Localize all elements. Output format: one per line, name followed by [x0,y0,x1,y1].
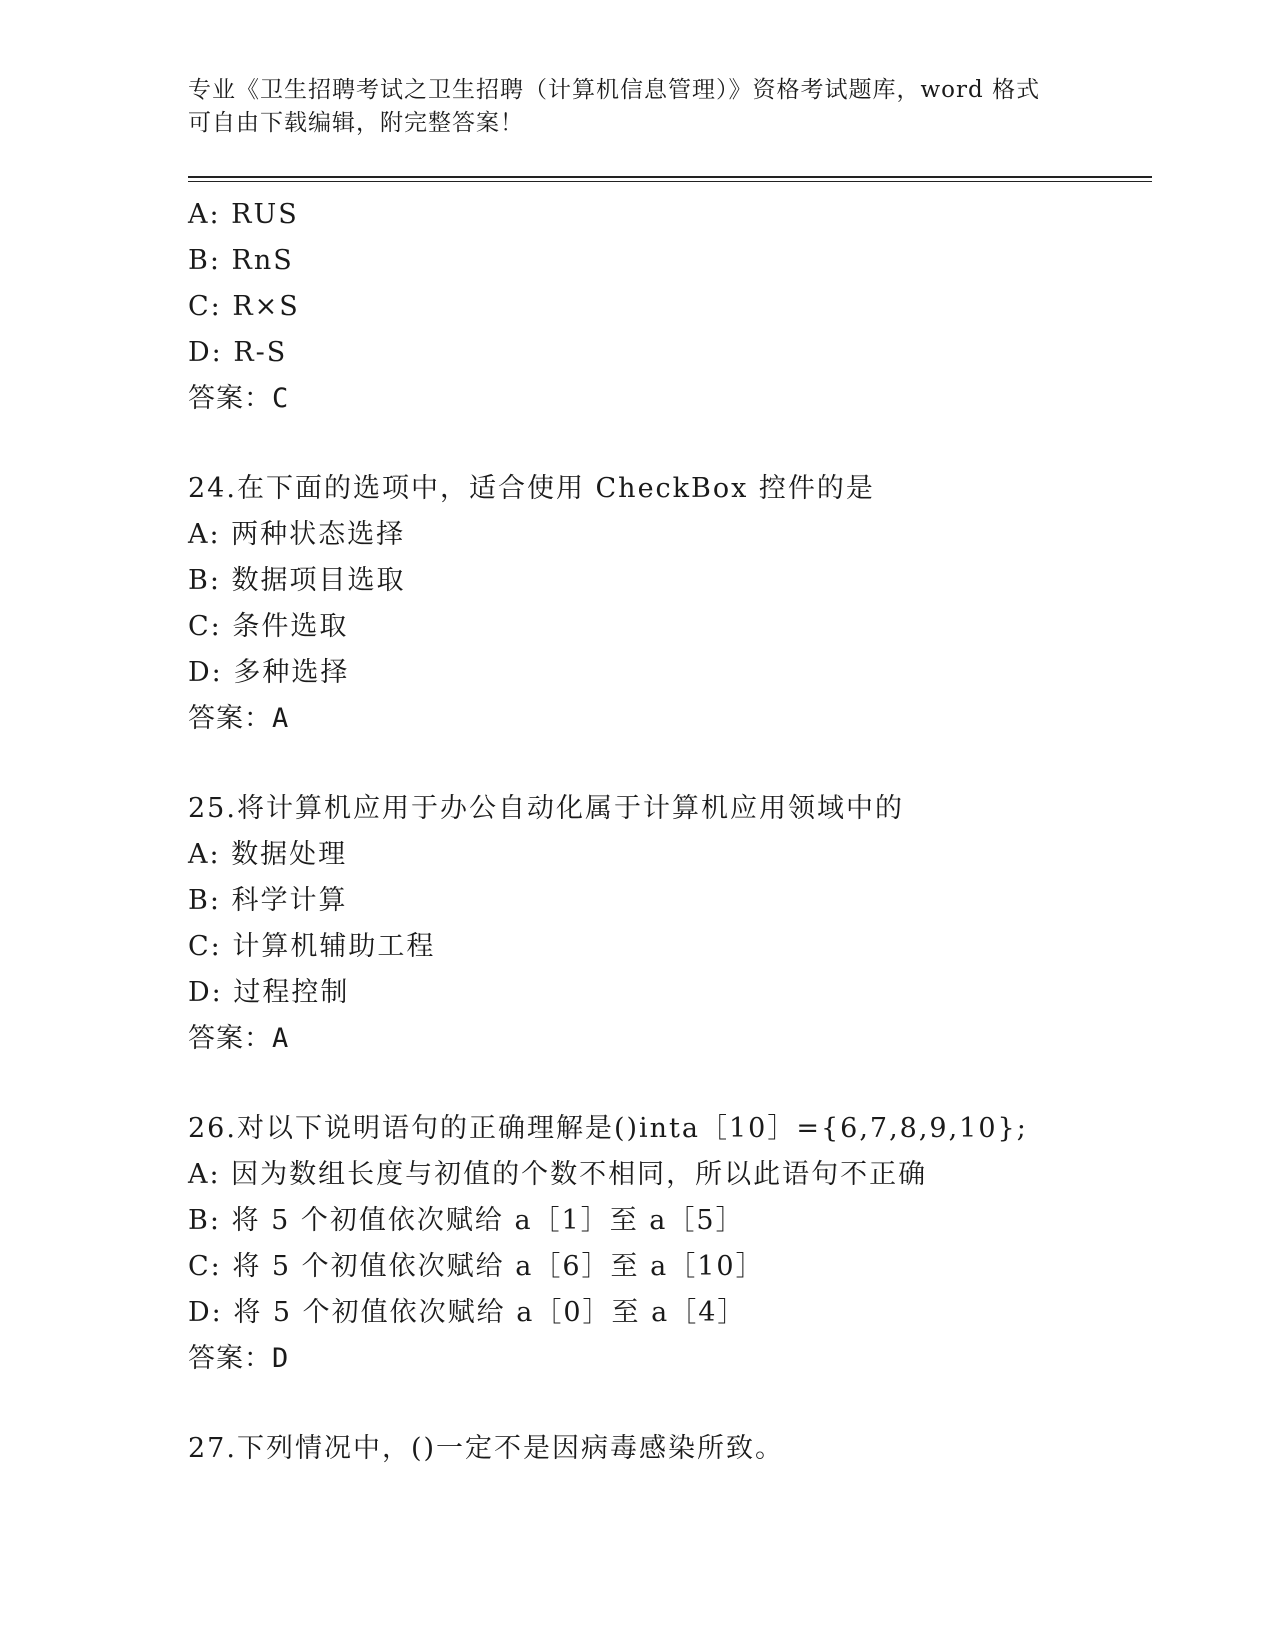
option-a: A: 因为数组长度与初值的个数不相同，所以此语句不正确 [188,1159,928,1190]
question-23-tail [188,192,1152,422]
question-stem: 27.下列情况中，()一定不是因病毒感染所致。 [188,1433,785,1464]
question-25 [188,786,1152,1062]
question-26 [188,1106,1152,1382]
option-a: A: 两种状态选择 [188,519,406,550]
answer: 答案：A [188,703,290,734]
option-a: A: 数据处理 [188,839,348,870]
question-stem: 26.对以下说明语句的正确理解是()inta［10］={6,7,8,9,10}; [188,1113,1028,1144]
option-b: B: 数据项目选取 [188,565,406,596]
option-d: D: 多种选择 [188,657,350,688]
question-27 [188,1426,1152,1472]
option-b: B: 科学计算 [188,885,348,916]
document-header [188,74,1068,140]
option-a: A: RUS [188,199,299,230]
header-divider-thin [188,181,1152,182]
question-list [188,192,1152,1472]
question-24 [188,466,1152,742]
option-b: B: 将 5 个初值依次赋给 a［1］至 a［5］ [188,1205,745,1236]
option-d: D: 将 5 个初值依次赋给 a［0］至 a［4］ [188,1297,747,1328]
option-c: C: 条件选取 [188,611,349,642]
answer: 答案：A [188,1023,290,1054]
header-line-1: 专业《卫生招聘考试之卫生招聘（计算机信息管理）》资格考试题库，word 格式 [188,77,1041,103]
header-divider [188,176,1152,178]
option-c: C: 计算机辅助工程 [188,931,436,962]
header-line-2: 可自由下载编辑，附完整答案！ [188,110,524,136]
option-c: C: 将 5 个初值依次赋给 a［6］至 a［10］ [188,1251,765,1282]
option-d: D: 过程控制 [188,977,350,1008]
option-c: C: R×S [188,291,300,322]
option-b: B: RnS [188,245,294,276]
answer: 答案：C [188,383,290,414]
answer: 答案：D [188,1343,290,1374]
option-d: D: R-S [188,337,288,368]
question-stem: 24.在下面的选项中，适合使用 CheckBox 控件的是 [188,473,875,504]
question-stem: 25.将计算机应用于办公自动化属于计算机应用领域中的 [188,793,904,824]
